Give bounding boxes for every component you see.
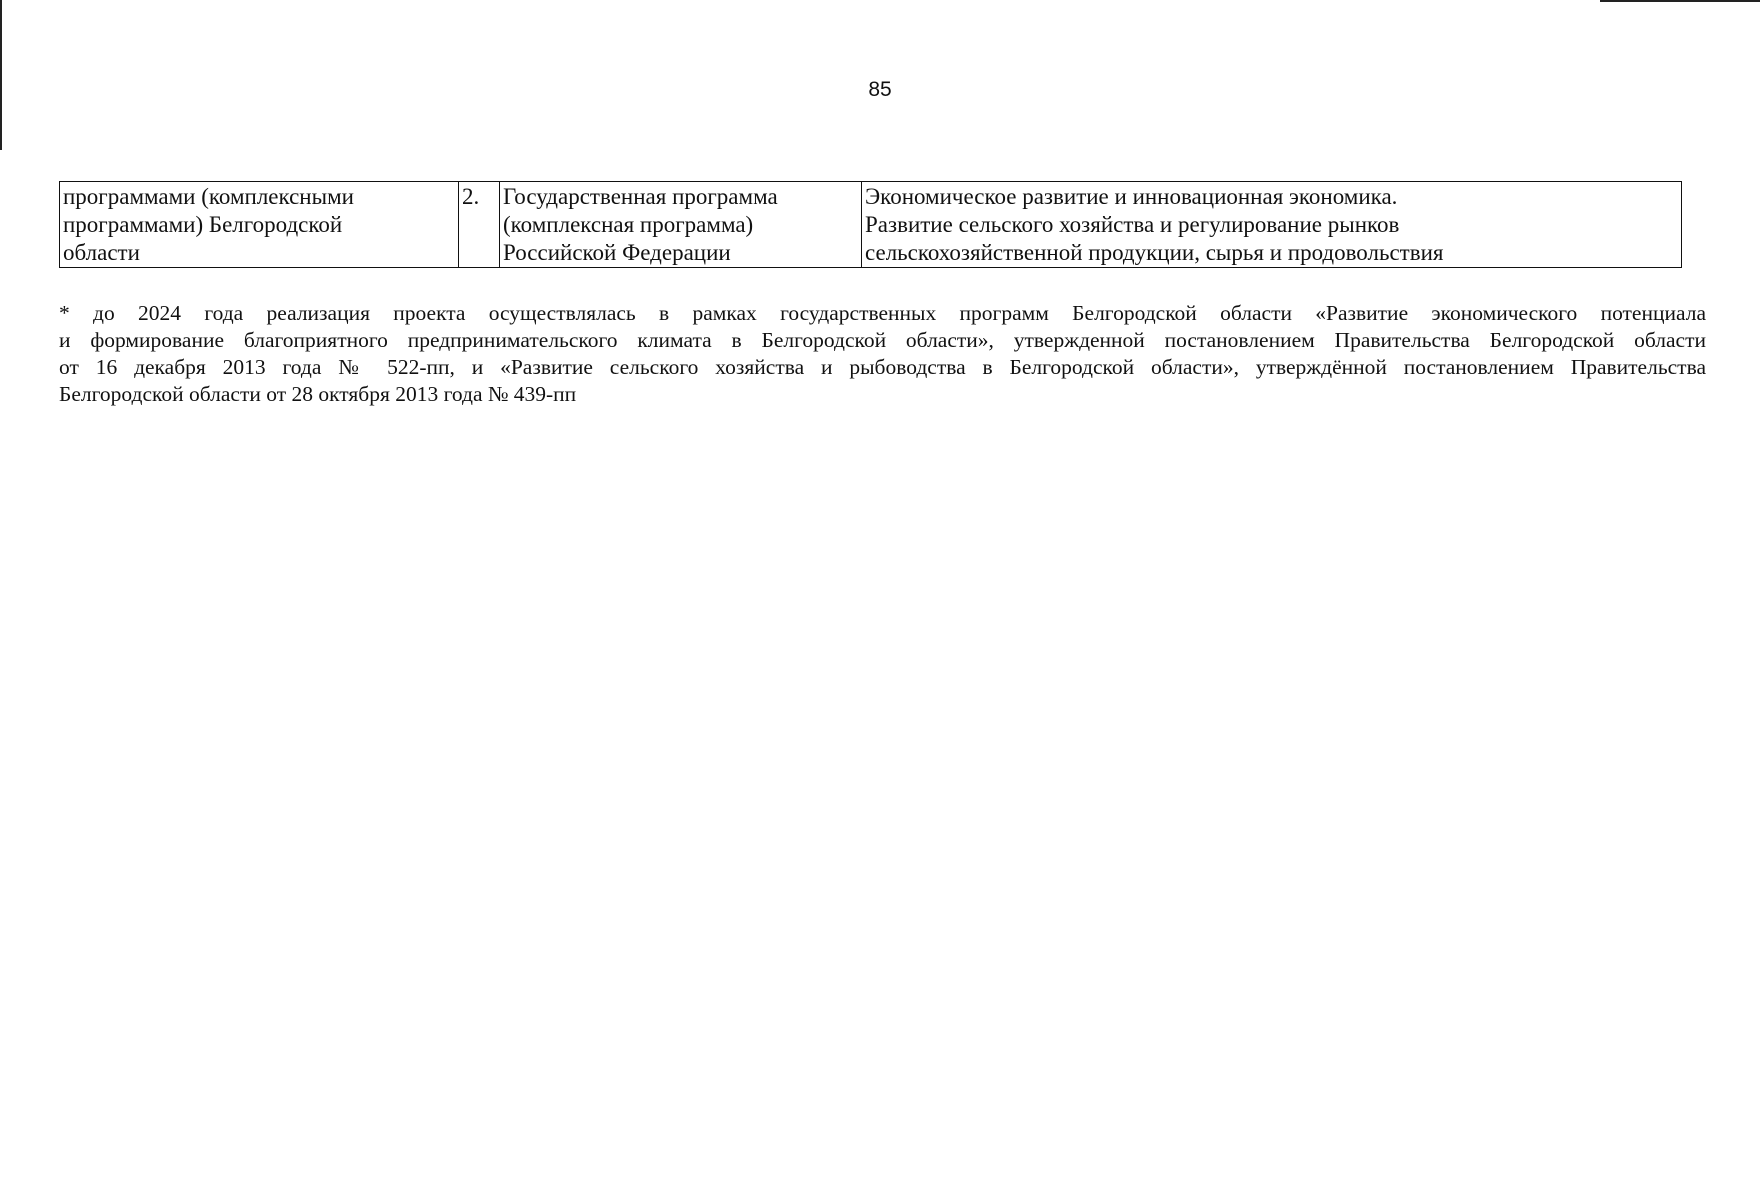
footnote [59,300,1706,408]
program-direction-cell [862,182,1682,268]
footnote-line: * до 2024 года реализация проекта осуществлялась в рамках государственных программ Белгородской области «Развитие экономического потенциала [59,301,1706,325]
footnote-line: и формирование благоприятного предпринимательского климата в Белгородской области», утвержденной постановлением Правительства Белгородской области [59,328,1706,352]
regional-programs-cell [60,182,459,268]
cell-line: области [63,240,140,265]
cell-line: программами (комплексными [63,184,354,209]
table-row [60,182,1682,268]
cell-line: Российской Федерации [503,240,731,265]
footnote-line: Белгородской области от 28 октября 2013 года № 439-пп [59,382,577,406]
cell-line: Государственная программа [503,184,778,209]
row-number-cell [459,182,500,268]
row-number: 2. [462,184,480,209]
scan-edge-left [0,0,2,150]
cell-line: программами) Белгородской [63,212,343,237]
cell-line: (комплексная программа) [503,212,754,237]
page-number: 85 [868,78,892,101]
federal-program-cell [500,182,862,268]
cell-line: Экономическое развитие и инновационная экономика. [865,184,1398,209]
scan-edge-top-right [1600,0,1760,2]
cell-line: Развитие сельского хозяйства и регулирование рынков [865,212,1400,237]
program-table [59,181,1682,268]
footnote-line: от 16 декабря 2013 года № 522-пп, и «Развитие сельского хозяйства и рыбоводства в Белгородской области», утверждённой постановлением Правительства [59,355,1706,379]
cell-line: сельскохозяйственной продукции, сырья и продовольствия [865,240,1444,265]
